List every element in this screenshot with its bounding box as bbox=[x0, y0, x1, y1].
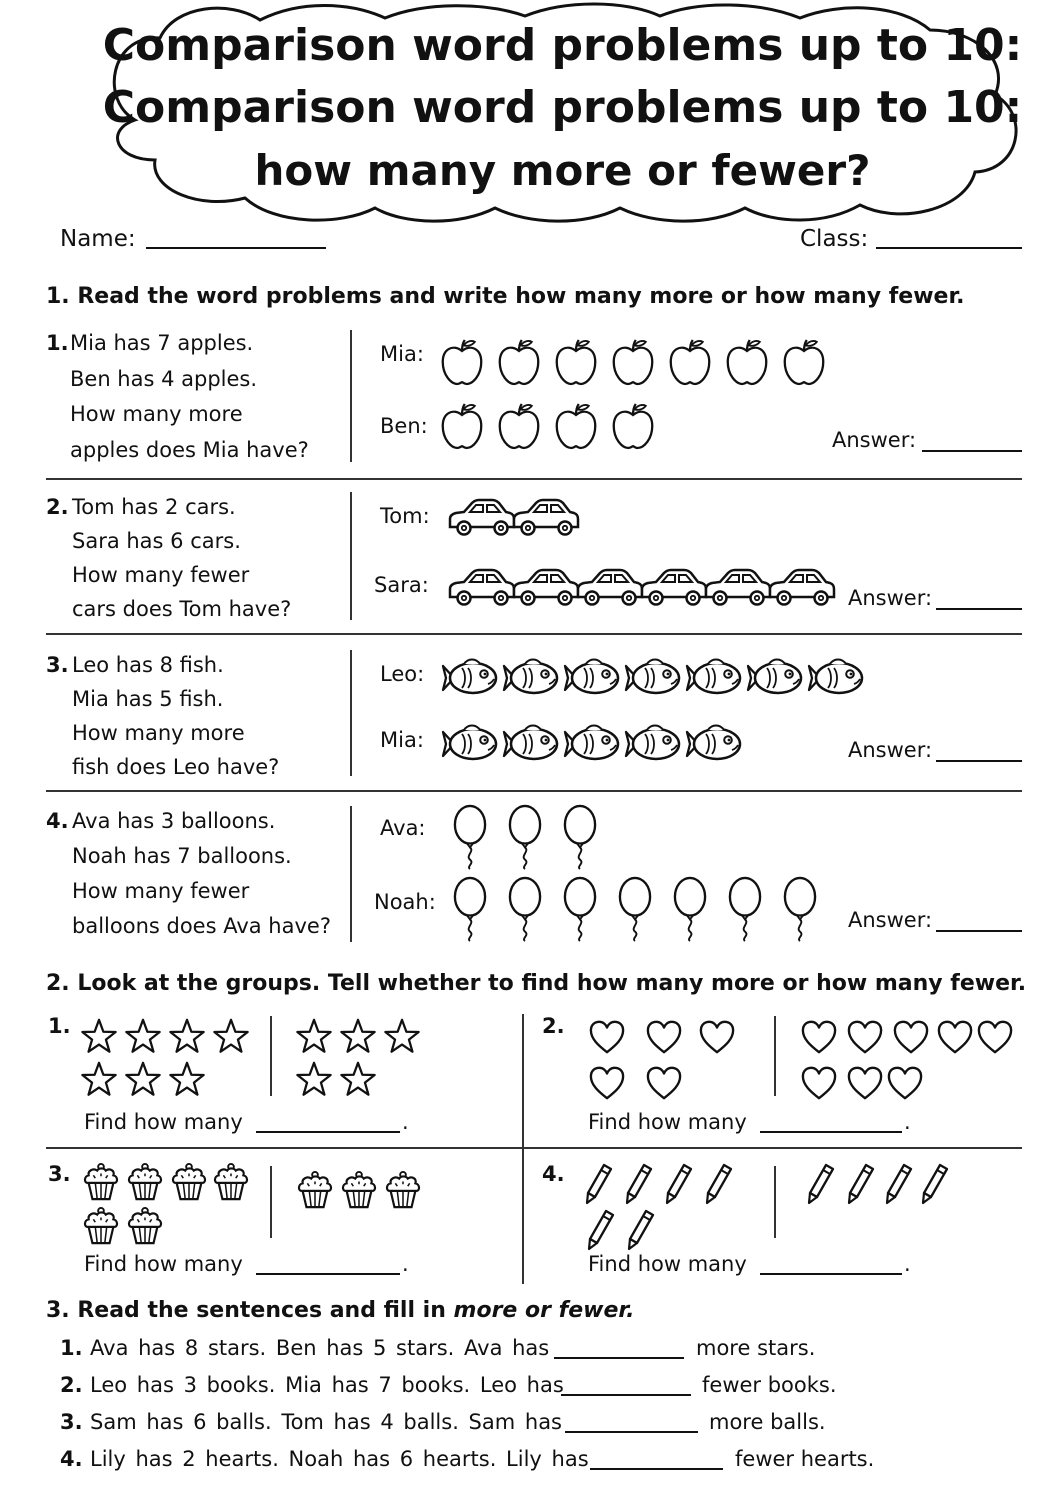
star-icon bbox=[383, 1017, 421, 1055]
sentence-text: Sam has 6 balls. Tom has 4 balls. Sam has bbox=[90, 1410, 562, 1434]
pencil-icon bbox=[626, 1208, 656, 1252]
find-answer-field[interactable] bbox=[256, 1273, 400, 1275]
worksheet-title-repeat: Comparison word problems up to 10: bbox=[102, 82, 1023, 133]
star-icon bbox=[124, 1060, 162, 1098]
cupcake-icon bbox=[126, 1162, 164, 1202]
apple-icon bbox=[554, 336, 598, 388]
cupcake-icon bbox=[126, 1206, 164, 1246]
sentence-text: Lily has 2 hearts. Noah has 6 hearts. Lily has bbox=[90, 1447, 589, 1471]
cupcake-icon bbox=[82, 1206, 120, 1246]
row-label: Sara: bbox=[374, 573, 429, 597]
fill-in-field[interactable] bbox=[561, 1394, 691, 1396]
fish-icon bbox=[623, 722, 683, 766]
section3-heading bbox=[46, 1298, 634, 1323]
heart-icon bbox=[886, 1065, 924, 1101]
cupcake-icon bbox=[170, 1162, 208, 1202]
answer-label: Answer: bbox=[848, 908, 933, 932]
fish-icon bbox=[684, 656, 744, 700]
section1-instruction: Read the word problems and write how many more or how many fewer. bbox=[77, 284, 965, 309]
section1-heading bbox=[46, 284, 965, 309]
pencil-icon bbox=[586, 1208, 616, 1252]
sentence-text: Leo has 3 books. Mia has 7 books. Leo has bbox=[90, 1373, 564, 1397]
answer-label: Answer: bbox=[848, 738, 933, 762]
problem-text-line: Tom has 2 cars. bbox=[72, 495, 236, 519]
problem-number: 4. bbox=[46, 809, 69, 833]
problem-number: 2. bbox=[46, 495, 69, 519]
sentence-ending: fewer hearts. bbox=[735, 1447, 875, 1471]
group-number: 4. bbox=[542, 1162, 565, 1186]
period: . bbox=[904, 1252, 911, 1276]
fish-icon bbox=[623, 656, 683, 700]
row-label: Tom: bbox=[380, 504, 430, 528]
group-divider bbox=[774, 1166, 776, 1238]
balloon-icon bbox=[506, 804, 544, 870]
apple-icon bbox=[611, 336, 655, 388]
car-icon bbox=[446, 496, 518, 538]
worksheet-subtitle: how many more or fewer? bbox=[254, 146, 871, 195]
star-icon bbox=[80, 1060, 118, 1098]
balloon-icon bbox=[561, 876, 599, 942]
sentence-number: 2. bbox=[60, 1373, 83, 1397]
apple-icon bbox=[668, 336, 712, 388]
balloon-icon bbox=[561, 804, 599, 870]
class-label: Class: bbox=[800, 226, 869, 252]
find-answer-field[interactable] bbox=[760, 1273, 902, 1275]
problem-text-line: Mia has 7 apples. bbox=[70, 331, 254, 355]
problem-text-line: Noah has 7 balloons. bbox=[72, 844, 292, 868]
group-divider bbox=[270, 1166, 272, 1238]
star-icon bbox=[168, 1060, 206, 1098]
group-divider bbox=[774, 1016, 776, 1096]
answer-label: Answer: bbox=[848, 586, 933, 610]
group-divider bbox=[270, 1016, 272, 1096]
car-icon bbox=[510, 496, 582, 538]
star-icon bbox=[339, 1017, 377, 1055]
row-label: Ben: bbox=[380, 414, 428, 438]
problem-text-line: Ben has 4 apples. bbox=[70, 366, 258, 391]
heart-icon bbox=[892, 1019, 930, 1055]
fish-icon bbox=[501, 656, 561, 700]
sentence-ending: fewer books. bbox=[702, 1373, 837, 1397]
section3-instruction: Read the sentences and fill in bbox=[77, 1298, 454, 1323]
pencil-icon bbox=[624, 1162, 654, 1206]
column-divider bbox=[350, 492, 352, 620]
answer-field[interactable] bbox=[936, 608, 1022, 610]
fish-icon bbox=[440, 722, 500, 766]
problem-text-line: Leo has 8 fish. bbox=[72, 653, 224, 677]
apple-icon bbox=[440, 336, 484, 388]
group-number: 3. bbox=[48, 1162, 71, 1186]
star-icon bbox=[212, 1017, 250, 1055]
car-icon bbox=[446, 566, 518, 608]
name-field[interactable] bbox=[146, 247, 326, 249]
problem-text-line: How many fewer bbox=[72, 879, 250, 903]
column-divider bbox=[350, 806, 352, 942]
find-how-many-label: Find how many bbox=[588, 1110, 747, 1134]
problem-number: 1. bbox=[46, 331, 69, 355]
balloon-icon bbox=[616, 876, 654, 942]
apple-icon bbox=[497, 400, 541, 452]
car-icon bbox=[638, 566, 710, 608]
pencil-icon bbox=[664, 1162, 694, 1206]
apple-icon bbox=[725, 336, 769, 388]
section1-number: 1. bbox=[46, 284, 70, 309]
heart-icon bbox=[800, 1065, 838, 1101]
car-icon bbox=[510, 566, 582, 608]
star-icon bbox=[124, 1017, 162, 1055]
row-label: Mia: bbox=[380, 728, 424, 752]
find-how-many-label: Find how many bbox=[84, 1110, 243, 1134]
fish-icon bbox=[562, 656, 622, 700]
problem-separator bbox=[46, 790, 1022, 792]
heart-icon bbox=[976, 1019, 1014, 1055]
problem-number: 3. bbox=[46, 653, 69, 677]
grid-divider-horizontal bbox=[46, 1147, 1022, 1149]
sentence-ending: more balls. bbox=[709, 1410, 826, 1434]
star-icon bbox=[80, 1017, 118, 1055]
car-icon bbox=[702, 566, 774, 608]
cupcake-icon bbox=[340, 1170, 378, 1210]
problem-text-line: fish does Leo have? bbox=[72, 755, 280, 779]
star-icon bbox=[339, 1060, 377, 1098]
balloon-icon bbox=[726, 876, 764, 942]
class-field[interactable] bbox=[876, 247, 1022, 249]
column-divider bbox=[350, 650, 352, 776]
balloon-icon bbox=[671, 876, 709, 942]
balloon-icon bbox=[451, 876, 489, 942]
answer-field[interactable] bbox=[936, 930, 1022, 932]
heart-icon bbox=[800, 1019, 838, 1055]
period: . bbox=[402, 1110, 409, 1134]
problem-text-line: Sara has 6 cars. bbox=[72, 529, 241, 553]
row-label: Leo: bbox=[380, 662, 425, 686]
fish-icon bbox=[745, 656, 805, 700]
find-how-many-label: Find how many bbox=[84, 1252, 243, 1276]
balloon-icon bbox=[451, 804, 489, 870]
heart-icon bbox=[846, 1019, 884, 1055]
sentence-number: 1. bbox=[60, 1336, 83, 1360]
pencil-icon bbox=[884, 1162, 914, 1206]
fish-icon bbox=[562, 722, 622, 766]
fish-icon bbox=[806, 656, 866, 700]
row-label: Noah: bbox=[374, 890, 436, 914]
find-answer-field[interactable] bbox=[760, 1131, 902, 1133]
fish-icon bbox=[440, 656, 500, 700]
problem-text-line: cars does Tom have? bbox=[72, 597, 292, 621]
find-answer-field[interactable] bbox=[256, 1131, 400, 1133]
cupcake-icon bbox=[212, 1162, 250, 1202]
balloon-icon bbox=[781, 876, 819, 942]
apple-icon bbox=[497, 336, 541, 388]
star-icon bbox=[295, 1017, 333, 1055]
problem-text-line: Mia has 5 fish. bbox=[72, 687, 224, 711]
problem-text-line: apples does Mia have? bbox=[70, 437, 309, 462]
answer-label: Answer: bbox=[832, 428, 917, 452]
column-divider bbox=[350, 330, 352, 462]
pencil-icon bbox=[584, 1162, 614, 1206]
cupcake-icon bbox=[82, 1162, 120, 1202]
section3-instruction-emphasis: more or fewer. bbox=[453, 1298, 635, 1323]
heart-icon bbox=[645, 1019, 683, 1055]
problem-text-line: How many fewer bbox=[72, 563, 250, 587]
apple-icon bbox=[440, 400, 484, 452]
problem-separator bbox=[46, 633, 1022, 635]
cupcake-icon bbox=[384, 1170, 422, 1210]
cupcake-icon bbox=[296, 1170, 334, 1210]
problem-separator bbox=[46, 478, 1022, 480]
heart-icon bbox=[936, 1019, 974, 1055]
group-number: 2. bbox=[542, 1014, 565, 1038]
star-icon bbox=[295, 1060, 333, 1098]
section2-instruction: Look at the groups. Tell whether to find how many more or how many fewer. bbox=[77, 971, 1027, 996]
row-label: Mia: bbox=[380, 342, 424, 366]
apple-icon bbox=[782, 336, 826, 388]
sentence-ending: more stars. bbox=[696, 1336, 816, 1360]
answer-field[interactable] bbox=[922, 450, 1022, 452]
fill-in-field[interactable] bbox=[554, 1357, 684, 1359]
heart-icon bbox=[645, 1065, 683, 1101]
pencil-icon bbox=[920, 1162, 950, 1206]
pencil-icon bbox=[846, 1162, 876, 1206]
car-icon bbox=[766, 566, 838, 608]
problem-text-line: balloons does Ava have? bbox=[72, 914, 331, 938]
apple-icon bbox=[554, 400, 598, 452]
sentence-number: 4. bbox=[60, 1447, 83, 1471]
name-label: Name: bbox=[60, 226, 136, 252]
sentence-text: Ava has 8 stars. Ben has 5 stars. Ava has bbox=[90, 1336, 550, 1360]
heart-icon bbox=[698, 1019, 736, 1055]
group-number: 1. bbox=[48, 1014, 71, 1038]
section3-number: 3. bbox=[46, 1298, 70, 1323]
problem-text-line: How many more bbox=[70, 402, 243, 426]
period: . bbox=[904, 1110, 911, 1134]
car-icon bbox=[574, 566, 646, 608]
heart-icon bbox=[588, 1065, 626, 1101]
grid-divider-vertical bbox=[522, 1014, 524, 1284]
row-label: Ava: bbox=[380, 816, 426, 840]
problem-text-line: Ava has 3 balloons. bbox=[72, 809, 276, 833]
problem-text-line: How many more bbox=[72, 721, 245, 745]
pencil-icon bbox=[704, 1162, 734, 1206]
fill-in-field[interactable] bbox=[565, 1431, 698, 1433]
fill-in-field[interactable] bbox=[590, 1468, 723, 1470]
section2-heading bbox=[46, 971, 1026, 996]
heart-icon bbox=[588, 1019, 626, 1055]
find-how-many-label: Find how many bbox=[588, 1252, 747, 1276]
heart-icon bbox=[846, 1065, 884, 1101]
balloon-icon bbox=[506, 876, 544, 942]
worksheet-title: Comparison word problems up to 10: bbox=[102, 20, 1023, 71]
pencil-icon bbox=[806, 1162, 836, 1206]
fish-icon bbox=[684, 722, 744, 766]
star-icon bbox=[168, 1017, 206, 1055]
section2-number: 2. bbox=[46, 971, 70, 996]
apple-icon bbox=[611, 400, 655, 452]
period: . bbox=[402, 1252, 409, 1276]
fish-icon bbox=[501, 722, 561, 766]
sentence-number: 3. bbox=[60, 1410, 83, 1434]
answer-field[interactable] bbox=[936, 760, 1022, 762]
